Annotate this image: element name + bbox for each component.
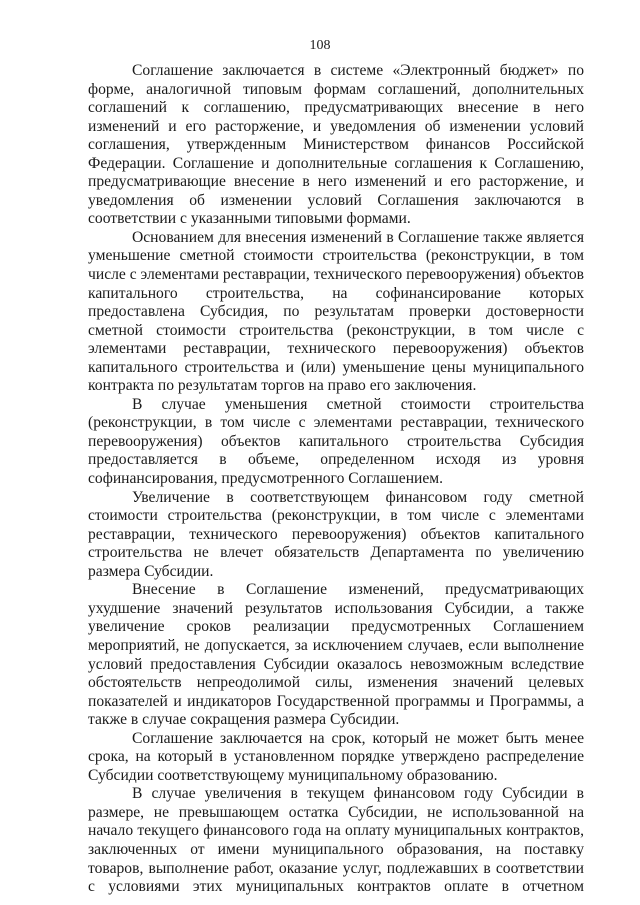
paragraph-1: Соглашение заключается в системе «Электронный бюджет» по форме, аналогичной типовым формам соглашений, дополнительных соглашений к соглашению, предусматривающих внесение в него изменений и его расторжение, и уведомления об изменении условий соглашения, утвержденным Министерством финансов Российской Федерации. Соглашение и дополнительные соглашения к Соглашению, предусматривающие внесение в него изменений и его расторжение, и уведомления об изменении условий Соглашения заключаются в соответствии с указанными типовыми формами. <box>88 62 584 228</box>
paragraph-4: Увеличение в соответствующем финансовом году сметной стоимости строительства (реконструкции, в том числе с элементами реставрации, технического перевооружения) объектов капитального строительства не влечет обязательств Департамента по увеличению размера Субсидии. <box>88 488 584 580</box>
page-number: 108 <box>309 38 331 53</box>
paragraph-6: Соглашение заключается на срок, который не может быть менее срока, на который в установленном порядке утверждено распределение Субсидии соответствующему муниципальному образованию. <box>88 729 584 784</box>
paragraph-3: В случае уменьшения сметной стоимости строительства (реконструкции, в том числе с элементами реставрации, технического перевооружения) объектов капитального строительства Субсидия предоставляется в объеме, определенном исходя из уровня софинансирования, предусмотренного Соглашением. <box>88 395 584 488</box>
body-text <box>88 62 584 897</box>
paragraph-5: Внесение в Соглашение изменений, предусматривающих ухудшение значений результатов использования Субсидии, а также увеличение сроков реализации предусмотренных Соглашением мероприятий, не допускается, за исключением случаев, если выполнение условий предоставления Субсидии оказалось невозможным вследствие обстоятельств непреодолимой силы, изменения значений целевых показателей и индикаторов Государственной программы и Программы, а также в случае сокращения размера Субсидии. <box>88 581 584 729</box>
paragraph-2: Основанием для внесения изменений в Соглашение также является уменьшение сметной стоимости строительства (реконструкции, в том числе с элементами реставрации, технического перевооружения) объектов капитального строительства, на софинансирование которых предоставлена Субсидия, по результатам проверки достоверности сметной стоимости строительства (реконструкции, в том числе с элементами реставрации, технического перевооружения) объектов капитального строительства и (или) уменьшение цены муниципального контракта по результатам торгов на право его заключения. <box>88 228 584 395</box>
paragraph-7: В случае увеличения в текущем финансовом году Субсидии в размере, не превышающем остатка Субсидии, не использованной на начало текущего финансового года на оплату муниципальных контрактов, заключенных от имени муниципального образования, на поставку товаров, выполнение работ, оказание услуг, подлежавших в соответствии с условиями этих муниципальных контрактов оплате в отчетном <box>88 785 584 896</box>
